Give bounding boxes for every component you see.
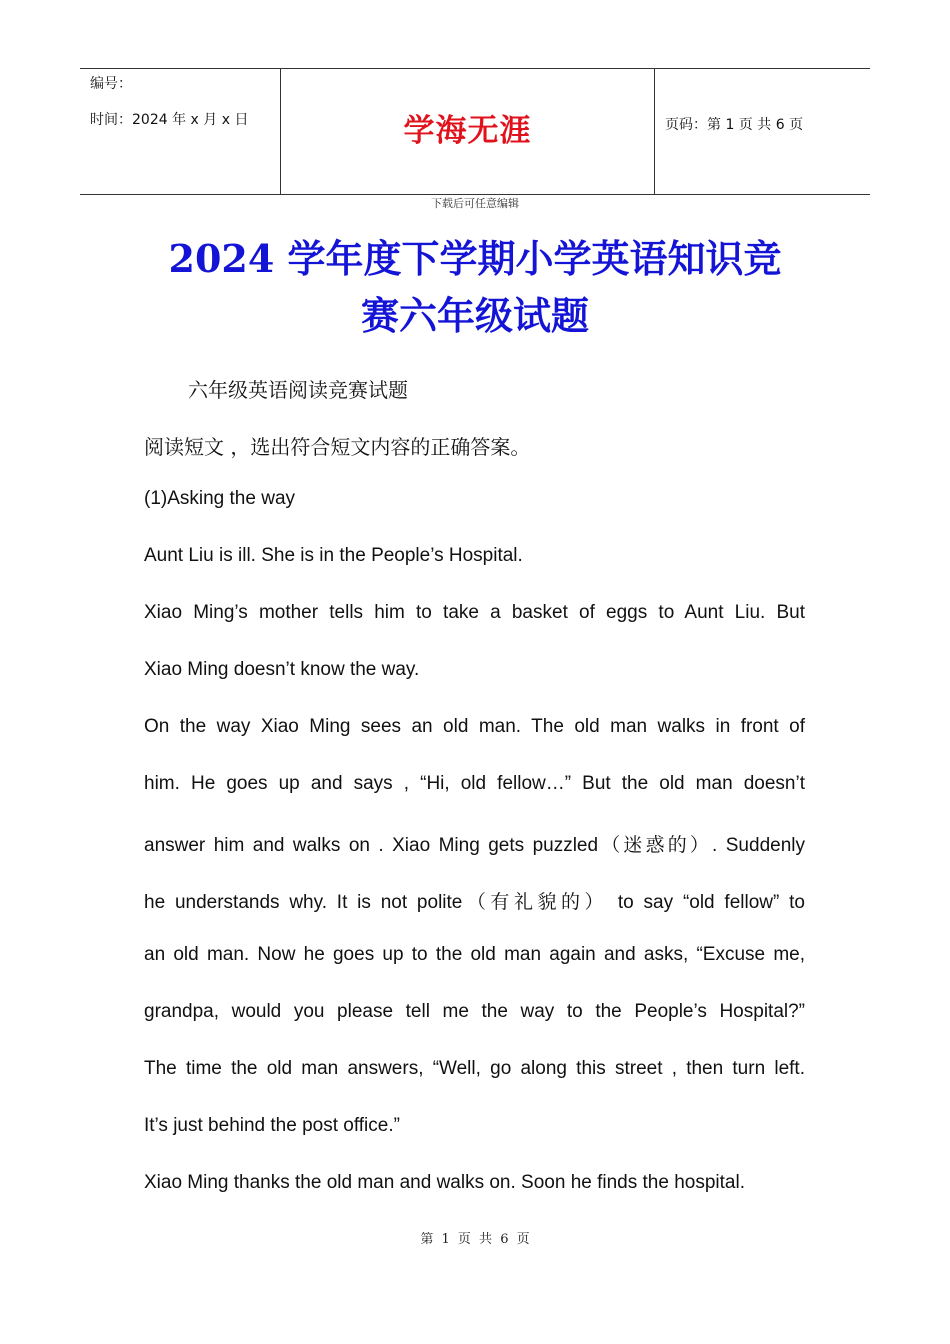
passage-heading: (1)Asking the way xyxy=(144,488,296,509)
editable-note: 下载后可任意编辑 xyxy=(431,197,519,210)
passage-line: him. He goes up and says , “Hi, old fellow…” But the old man doesn’t xyxy=(144,773,805,794)
brand-title: 学海无涯 xyxy=(403,113,532,149)
passage-line: an old man. Now he goes up to the old man again and asks, “Excuse me, xyxy=(144,944,805,965)
document-number-label: 编号： xyxy=(90,76,132,92)
header-brand-cell xyxy=(281,69,655,194)
document-header-table xyxy=(80,68,870,195)
passage-line: he understands why. It is not polite（有礼貌的） to say “old fellow” to xyxy=(144,892,805,913)
header-page-cell xyxy=(655,69,870,194)
passage-line: It’s just behind the post office.” xyxy=(144,1115,400,1136)
passage-line: Xiao Ming’s mother tells him to take a basket of eggs to Aunt Liu. But xyxy=(144,602,805,623)
passage-line: Aunt Liu is ill. She is in the People’s Hospital. xyxy=(144,545,523,566)
page-number-label: 页码：第 1 页 共 6 页 xyxy=(665,117,804,133)
document-title xyxy=(120,230,830,344)
title-line-1: 2024 学年度下学期小学英语知识竞 xyxy=(168,236,782,281)
document-time-label: 时间：2024 年 x 月 x 日 xyxy=(90,112,249,128)
passage-line: The time the old man answers, “Well, go along this street , then turn left. xyxy=(144,1058,805,1079)
page-footer: 第 1 页 共 6 页 xyxy=(420,1232,530,1247)
passage-line: Xiao Ming thanks the old man and walks on. Soon he finds the hospital. xyxy=(144,1172,745,1193)
passage-line: On the way Xiao Ming sees an old man. The old man walks in front of xyxy=(144,716,805,737)
title-line-2: 赛六年级试题 xyxy=(360,293,589,338)
passage-line: Xiao Ming doesn’t know the way. xyxy=(144,659,420,680)
passage-line: answer him and walks on . Xiao Ming gets puzzled（迷惑的）. Suddenly xyxy=(144,835,805,856)
section-subtitle: 六年级英语阅读竞赛试题 xyxy=(188,378,408,402)
header-info-cell xyxy=(80,69,281,194)
reading-instruction: 阅读短文 ，选出符合短文内容的正确答案。 xyxy=(144,435,531,459)
passage-line: grandpa, would you please tell me the way to the People’s Hospital?” xyxy=(144,1001,805,1022)
